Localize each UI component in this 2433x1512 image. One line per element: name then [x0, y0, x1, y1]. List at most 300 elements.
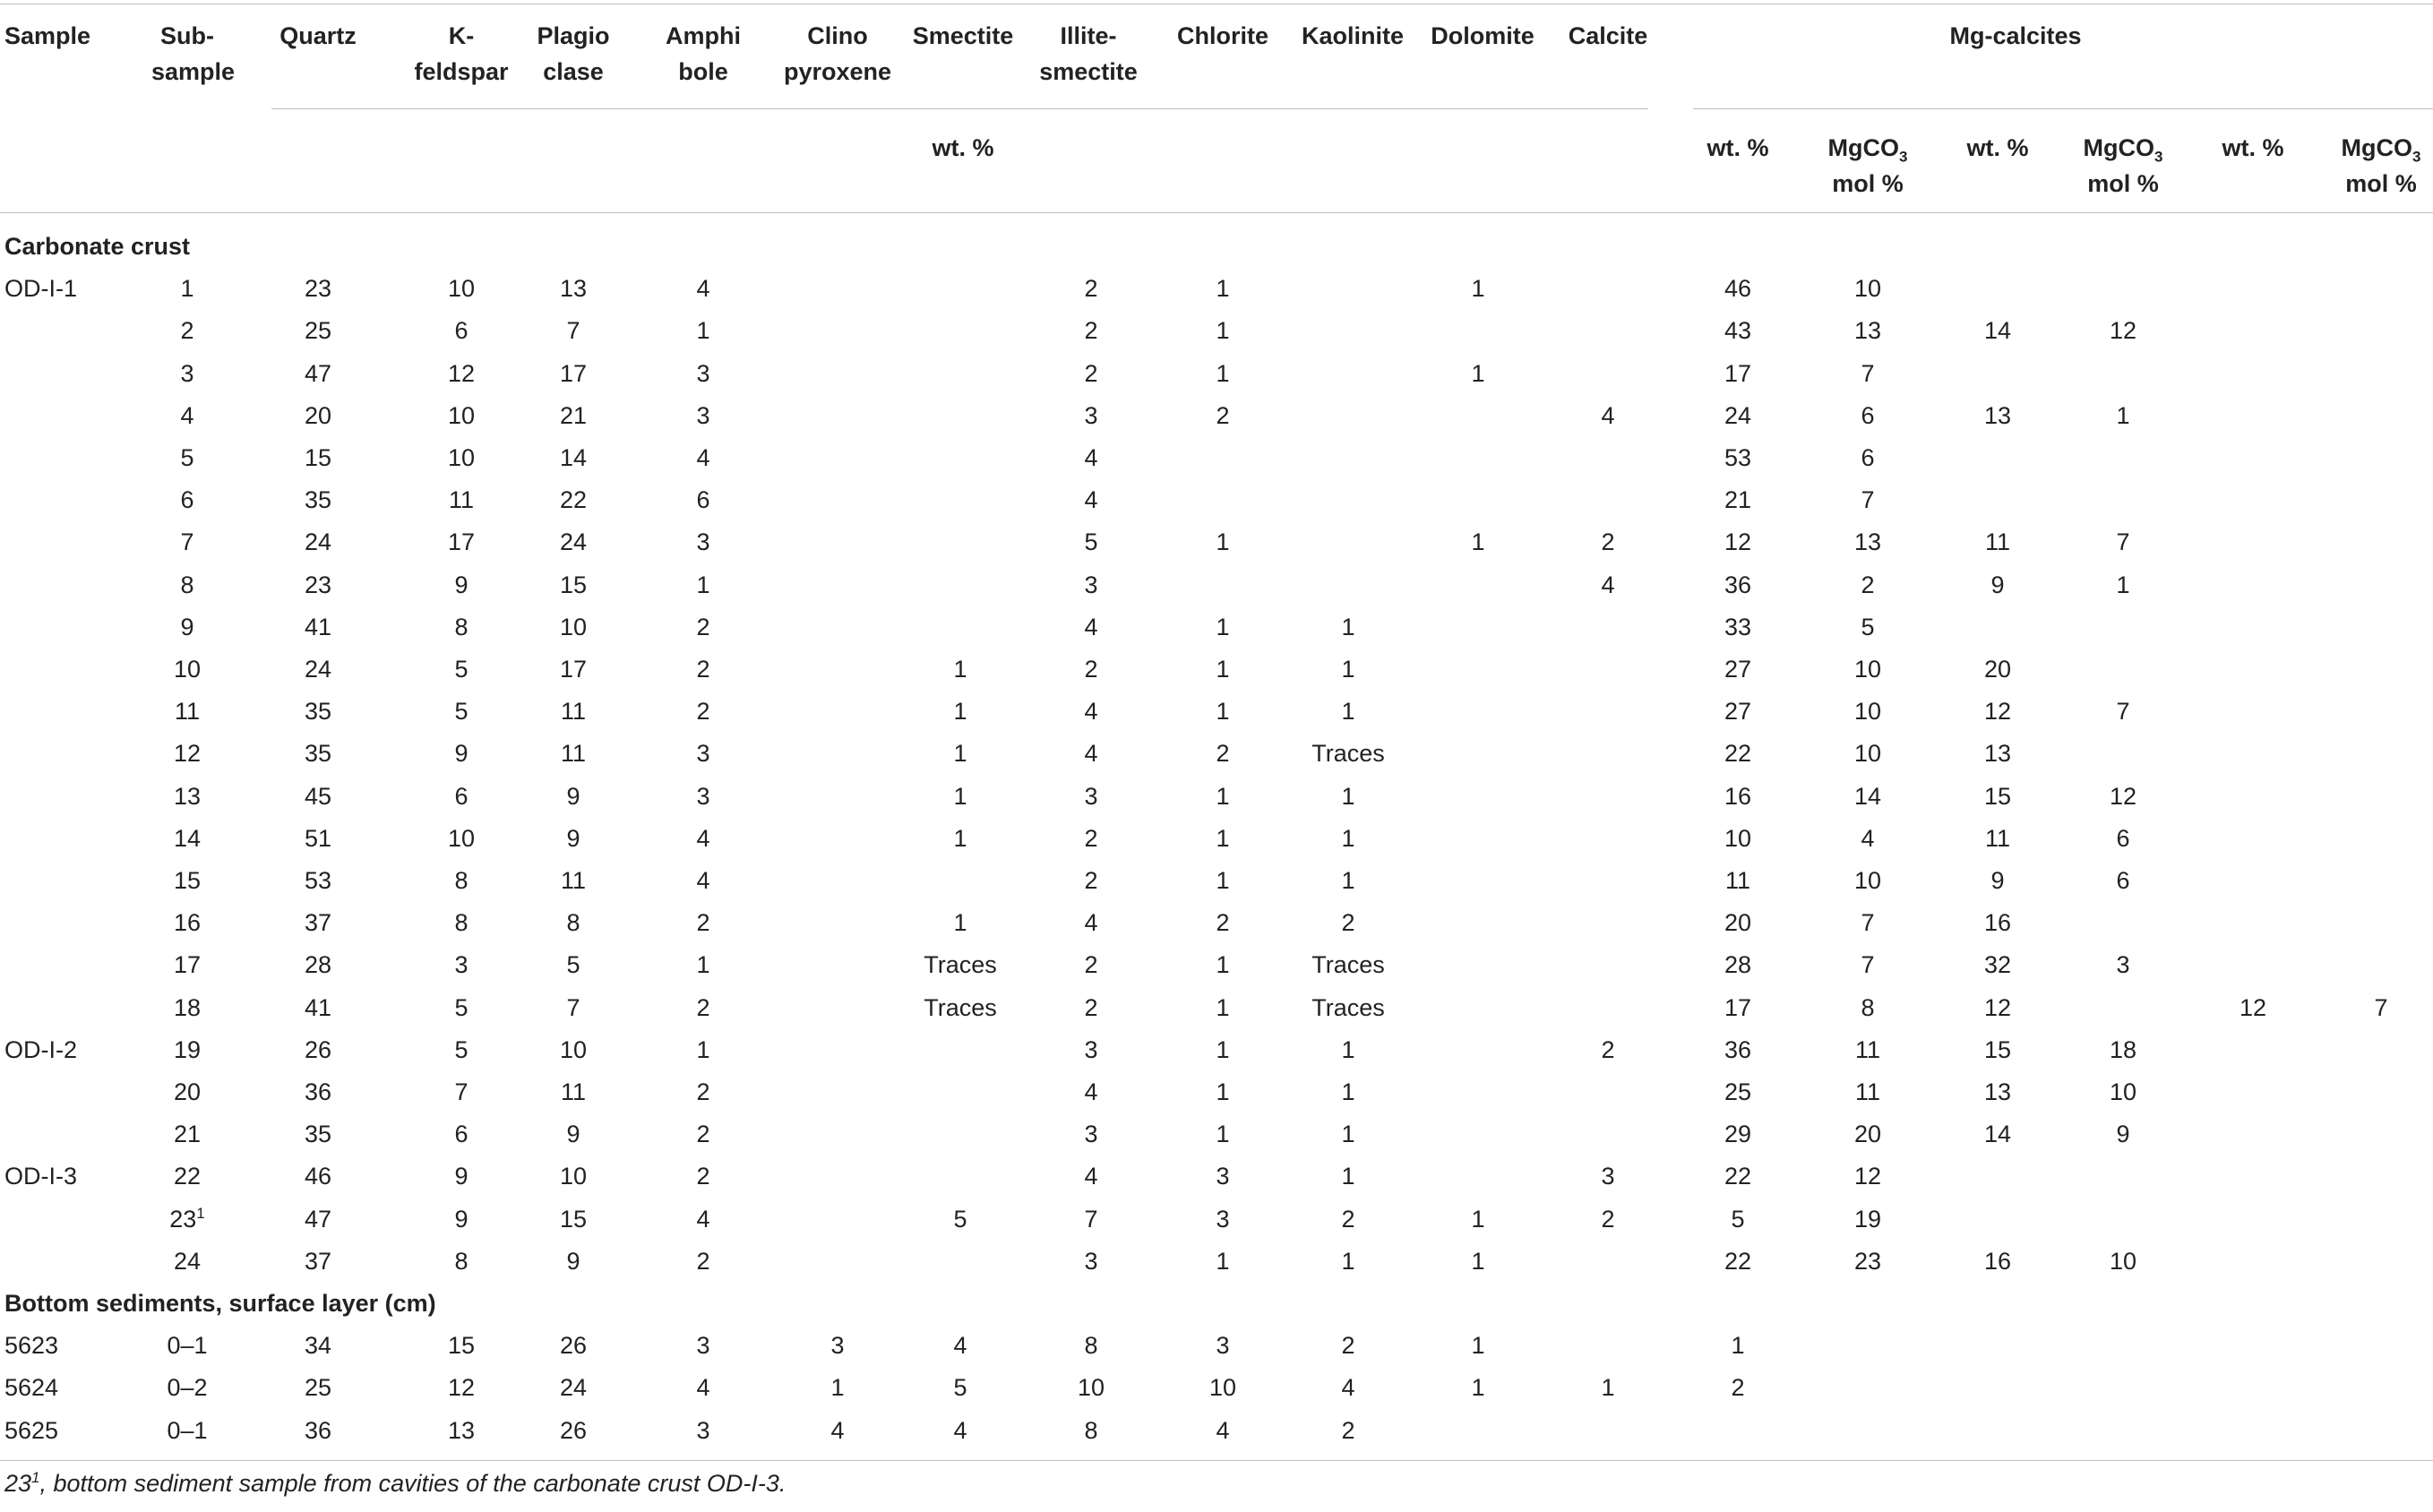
value-cell: 1 [1341, 782, 1355, 810]
header-kaolinite: Kaolinite [1301, 22, 1404, 49]
subsample-cell: 10 [173, 656, 202, 683]
value-cell: 7 [566, 993, 580, 1021]
value-cell: 2 [696, 656, 710, 683]
header-mg-calcites: Mg-calcites [1949, 22, 2082, 49]
value-cell: 16 [1983, 909, 2012, 937]
value-cell: 1 [696, 1035, 710, 1063]
value-cell: 9 [454, 571, 469, 598]
value-cell: 16 [1983, 1247, 2012, 1275]
value-cell: 10 [1853, 740, 1882, 768]
rule-minerals-group [271, 108, 1648, 109]
subsample-cell: 24 [173, 1247, 202, 1275]
value-cell: 1 [1471, 275, 1485, 303]
header-sample: Sample [4, 22, 91, 49]
value-cell: 17 [1724, 359, 1752, 387]
value-cell: 1 [2116, 571, 2130, 598]
value-cell: 3 [830, 1332, 845, 1360]
value-cell: 1 [953, 782, 967, 810]
value-cell: 3 [696, 401, 710, 429]
value-cell: 1 [953, 909, 967, 937]
value-cell: 14 [1983, 317, 2012, 345]
subsample-cell: 0–2 [167, 1374, 208, 1402]
value-cell: 4 [1084, 1078, 1098, 1105]
value-cell: 2 [1084, 867, 1098, 894]
value-cell: 2 [1601, 528, 1615, 556]
value-cell: 16 [1724, 782, 1752, 810]
value-cell: 35 [304, 698, 332, 726]
value-cell: 5 [953, 1205, 967, 1233]
value-cell: 13 [559, 275, 588, 303]
subsample-cell: 2 [180, 317, 194, 345]
value-cell: 2 [696, 909, 710, 937]
value-cell: 2 [1731, 1374, 1745, 1402]
rule-header-bottom [0, 212, 2433, 213]
value-cell: 8 [454, 1247, 469, 1275]
value-cell: 8 [566, 909, 580, 937]
value-cell: 5 [454, 698, 469, 726]
value-cell: 1 [1216, 1035, 1230, 1063]
value-cell: 1 [830, 1374, 845, 1402]
value-cell: 3 [1216, 1205, 1230, 1233]
value-cell: 1 [1601, 1374, 1615, 1402]
value-cell: 17 [559, 359, 588, 387]
value-cell: 2 [696, 613, 710, 640]
value-cell: 7 [1084, 1205, 1098, 1233]
value-cell: 3 [696, 1332, 710, 1360]
value-cell: 1 [953, 698, 967, 726]
sample-cell: 5625 [4, 1416, 59, 1444]
value-cell: 1 [1731, 1332, 1745, 1360]
header-mg1-wt: wt. % [1707, 134, 1769, 161]
value-cell: 28 [304, 951, 332, 979]
header-clinopyroxene: Clino pyroxene [783, 22, 892, 85]
value-cell: 1 [1341, 1247, 1355, 1275]
value-cell: 9 [2116, 1121, 2130, 1148]
value-cell: 9 [566, 1121, 580, 1148]
value-cell: 4 [696, 867, 710, 894]
value-cell: 2 [1216, 401, 1230, 429]
value-cell: 9 [454, 1205, 469, 1233]
value-cell: 3 [454, 951, 469, 979]
value-cell: 22 [1724, 1247, 1752, 1275]
value-cell: 15 [1983, 782, 2012, 810]
value-cell: 6 [454, 1121, 469, 1148]
value-cell: 10 [1853, 698, 1882, 726]
value-cell: 2 [696, 1121, 710, 1148]
value-cell: 4 [1084, 1163, 1098, 1190]
value-cell: 21 [559, 401, 588, 429]
subsample-cell: 0–1 [167, 1416, 208, 1444]
value-cell: 1 [1341, 1078, 1355, 1105]
value-cell: 1 [1216, 1247, 1230, 1275]
header-mg1-mgco3: MgCO$_3$ mol % [1827, 134, 1908, 197]
value-cell: 1 [1471, 1247, 1485, 1275]
table-footnote: $23^1$, bottom sediment sample from cavities of the carbonate crust OD-I-3. [4, 1469, 787, 1497]
value-cell: 11 [560, 1078, 587, 1105]
header-smectite: Smectite [912, 22, 1014, 49]
value-cell: 1 [1216, 275, 1230, 303]
value-cell: 3 [1216, 1332, 1230, 1360]
value-cell: 36 [1724, 1035, 1752, 1063]
value-cell: 23 [304, 571, 332, 598]
header-chlorite: Chlorite [1176, 22, 1268, 49]
subsample-cell: 17 [173, 951, 202, 979]
value-cell: 35 [304, 1121, 332, 1148]
value-cell: 12 [1853, 1163, 1882, 1190]
value-cell: 4 [1601, 401, 1615, 429]
value-cell: 3 [1084, 782, 1098, 810]
value-cell: 6 [454, 782, 469, 810]
value-cell: 9 [1990, 867, 2005, 894]
value-cell: 24 [1724, 401, 1752, 429]
value-cell: 17 [559, 656, 588, 683]
subsample-cell: 16 [173, 909, 202, 937]
sample-cell: OD-I-2 [4, 1035, 77, 1063]
value-cell: 8 [454, 867, 469, 894]
value-cell: 4 [830, 1416, 845, 1444]
value-cell: 36 [1724, 571, 1752, 598]
value-cell: 2 [696, 1163, 710, 1190]
value-cell: 7 [2374, 993, 2388, 1021]
value-cell: 11 [560, 867, 587, 894]
value-cell: 10 [2109, 1247, 2137, 1275]
value-cell: 47 [304, 359, 332, 387]
value-cell: 3 [2116, 951, 2130, 979]
sample-cell: OD-I-1 [4, 275, 77, 303]
subsample-cell: 11 [174, 698, 201, 726]
value-cell: 2 [1861, 571, 1875, 598]
value-cell: 26 [304, 1035, 332, 1063]
value-cell: 2 [1601, 1205, 1615, 1233]
subsample-cell: 14 [173, 824, 202, 852]
value-cell: 25 [304, 317, 332, 345]
value-cell: 1 [1216, 993, 1230, 1021]
header-kfeldspar: K- feldspar [414, 22, 509, 85]
value-cell: 12 [1724, 528, 1752, 556]
value-cell: 5 [454, 1035, 469, 1063]
value-cell: 9 [1990, 571, 2005, 598]
header-illite-smectite: Illite- smectite [1039, 22, 1138, 85]
value-cell: 2 [1341, 1205, 1355, 1233]
value-cell: 29 [1724, 1121, 1752, 1148]
value-cell: 1 [1341, 1163, 1355, 1190]
value-cell: 14 [1983, 1121, 2012, 1148]
value-cell: 1 [1216, 1078, 1230, 1105]
header-dolomite: Dolomite [1431, 22, 1535, 49]
subsample-cell: 20 [173, 1078, 202, 1105]
value-cell: 3 [1084, 571, 1098, 598]
value-cell: 13 [1983, 740, 2012, 768]
value-cell: 3 [696, 359, 710, 387]
value-cell: 3 [1084, 1121, 1098, 1148]
value-cell: 41 [304, 613, 332, 640]
value-cell: Traces [924, 993, 997, 1021]
value-cell: 7 [2116, 528, 2130, 556]
value-cell: 11 [1854, 1035, 1881, 1063]
value-cell: 47 [304, 1205, 332, 1233]
value-cell: 22 [559, 486, 588, 514]
value-cell: 15 [1983, 1035, 2012, 1063]
value-cell: 2 [1084, 824, 1098, 852]
value-cell: 1 [696, 571, 710, 598]
value-cell: 5 [1861, 613, 1875, 640]
value-cell: 4 [953, 1416, 967, 1444]
value-cell: 10 [559, 613, 588, 640]
value-cell: 8 [454, 909, 469, 937]
value-cell: 2 [1216, 909, 1230, 937]
value-cell: 1 [1216, 824, 1230, 852]
value-cell: 4 [1601, 571, 1615, 598]
subsample-cell: 19 [173, 1035, 202, 1063]
value-cell: 4 [696, 1374, 710, 1402]
value-cell: 1 [1471, 1332, 1485, 1360]
value-cell: 12 [447, 1374, 476, 1402]
value-cell: 35 [304, 486, 332, 514]
value-cell: 13 [1853, 317, 1882, 345]
value-cell: 1 [1341, 698, 1355, 726]
value-cell: 22 [1724, 1163, 1752, 1190]
value-cell: 35 [304, 740, 332, 768]
value-cell: 15 [447, 1332, 476, 1360]
value-cell: 10 [1077, 1374, 1105, 1402]
value-cell: 23 [304, 275, 332, 303]
value-cell: 1 [1341, 867, 1355, 894]
value-cell: 2 [1341, 1416, 1355, 1444]
subsample-cell: 18 [173, 993, 202, 1021]
value-cell: 11 [1984, 528, 2011, 556]
value-cell: 3 [1601, 1163, 1615, 1190]
value-cell: 3 [696, 1416, 710, 1444]
value-cell: 2 [1216, 740, 1230, 768]
value-cell: 8 [1084, 1332, 1098, 1360]
value-cell: 19 [1853, 1205, 1882, 1233]
value-cell: 2 [696, 1078, 710, 1105]
section-title: Carbonate crust [4, 233, 191, 260]
value-cell: 3 [696, 782, 710, 810]
value-cell: 2 [696, 993, 710, 1021]
value-cell: 12 [447, 359, 476, 387]
header-mg3-wt: wt. % [2222, 134, 2284, 161]
value-cell: 1 [1216, 359, 1230, 387]
value-cell: 11 [560, 740, 587, 768]
header-mg2-mgco3: MgCO$_3$ mol % [2083, 134, 2163, 197]
value-cell: 3 [696, 528, 710, 556]
value-cell: 1 [1216, 867, 1230, 894]
value-cell: 1 [953, 656, 967, 683]
header-subsample: Sub- sample [151, 22, 236, 85]
value-cell: 41 [304, 993, 332, 1021]
value-cell: 6 [696, 486, 710, 514]
subsample-cell: 22 [173, 1163, 202, 1190]
value-cell: 20 [1853, 1121, 1882, 1148]
value-cell: Traces [1311, 740, 1385, 768]
value-cell: 1 [1216, 317, 1230, 345]
value-cell: 27 [1724, 656, 1752, 683]
value-cell: 6 [1861, 444, 1875, 471]
value-cell: 14 [1853, 782, 1882, 810]
value-cell: 51 [304, 824, 332, 852]
value-cell: 13 [447, 1416, 476, 1444]
value-cell: 20 [1983, 656, 2012, 683]
subsample-cell: 13 [173, 782, 202, 810]
value-cell: 10 [1208, 1374, 1237, 1402]
subsample-cell: 15 [173, 867, 202, 894]
value-cell: 14 [559, 444, 588, 471]
value-cell: 36 [304, 1078, 332, 1105]
subsample-cell: 4 [180, 401, 194, 429]
value-cell: 1 [1216, 613, 1230, 640]
value-cell: 1 [1216, 528, 1230, 556]
value-cell: 4 [696, 275, 710, 303]
value-cell: 9 [454, 1163, 469, 1190]
value-cell: 7 [566, 317, 580, 345]
value-cell: 34 [304, 1332, 332, 1360]
value-cell: 12 [2239, 993, 2267, 1021]
value-cell: 4 [953, 1332, 967, 1360]
value-cell: 27 [1724, 698, 1752, 726]
value-cell: 1 [2116, 401, 2130, 429]
value-cell: 11 [1724, 867, 1751, 894]
value-cell: 24 [304, 528, 332, 556]
value-cell: 53 [1724, 444, 1752, 471]
value-cell: 3 [1216, 1163, 1230, 1190]
value-cell: 10 [559, 1035, 588, 1063]
value-cell: 1 [696, 317, 710, 345]
value-cell: Traces [924, 951, 997, 979]
value-cell: 15 [304, 444, 332, 471]
value-cell: 1 [1341, 824, 1355, 852]
value-cell: 10 [1724, 824, 1752, 852]
value-cell: 12 [2109, 317, 2137, 345]
value-cell: 13 [1983, 401, 2012, 429]
value-cell: 9 [566, 782, 580, 810]
value-cell: 20 [304, 401, 332, 429]
subsample-cell: 7 [180, 528, 194, 556]
value-cell: 7 [1861, 909, 1875, 937]
value-cell: 5 [1084, 528, 1098, 556]
header-quartz: Quartz [279, 22, 357, 49]
value-cell: 11 [560, 698, 587, 726]
value-cell: 33 [1724, 613, 1752, 640]
value-cell: 4 [696, 824, 710, 852]
value-cell: 22 [1724, 740, 1752, 768]
subsample-cell: 8 [180, 571, 194, 598]
rule-bottom [0, 1460, 2433, 1461]
sample-cell: OD-I-3 [4, 1163, 77, 1190]
value-cell: 8 [454, 613, 469, 640]
subsample-cell: 6 [180, 486, 194, 514]
value-cell: 1 [1341, 656, 1355, 683]
value-cell: 4 [1084, 444, 1098, 471]
value-cell: 1 [953, 740, 967, 768]
value-cell: 24 [304, 656, 332, 683]
value-cell: 10 [1853, 867, 1882, 894]
subsample-cell: $23^1$ [169, 1204, 205, 1233]
value-cell: 2 [1341, 1332, 1355, 1360]
value-cell: 11 [1854, 1078, 1881, 1105]
subsample-cell: 21 [173, 1121, 202, 1148]
value-cell: 2 [1084, 317, 1098, 345]
sample-cell: 5623 [4, 1332, 59, 1360]
value-cell: 1 [1471, 359, 1485, 387]
value-cell: 10 [447, 444, 476, 471]
value-cell: 26 [559, 1332, 588, 1360]
value-cell: 4 [1084, 909, 1098, 937]
value-cell: 2 [696, 1247, 710, 1275]
value-cell: 4 [1084, 698, 1098, 726]
value-cell: 28 [1724, 951, 1752, 979]
value-cell: 3 [1084, 401, 1098, 429]
header-amphibole: Amphi bole [666, 22, 741, 85]
section-title: Bottom sediments, surface layer (cm) [4, 1290, 436, 1317]
value-cell: 46 [1724, 275, 1752, 303]
value-cell: Traces [1311, 951, 1385, 979]
value-cell: 1 [1341, 1121, 1355, 1148]
value-cell: 5 [454, 656, 469, 683]
value-cell: 24 [559, 1374, 588, 1402]
value-cell: 11 [448, 486, 475, 514]
value-cell: 1 [1216, 656, 1230, 683]
value-cell: 2 [1084, 951, 1098, 979]
header-plagioclase: Plagio clase [537, 22, 610, 85]
value-cell: 20 [1724, 909, 1752, 937]
value-cell: 5 [1731, 1205, 1745, 1233]
value-cell: 10 [1853, 656, 1882, 683]
value-cell: 2 [1084, 359, 1098, 387]
value-cell: 12 [1983, 698, 2012, 726]
value-cell: 5 [454, 993, 469, 1021]
value-cell: 43 [1724, 317, 1752, 345]
value-cell: 53 [304, 867, 332, 894]
value-cell: 46 [304, 1163, 332, 1190]
value-cell: 1 [953, 824, 967, 852]
value-cell: 10 [1853, 275, 1882, 303]
subsample-cell: 0–1 [167, 1332, 208, 1360]
value-cell: 10 [447, 401, 476, 429]
value-cell: 1 [1471, 1374, 1485, 1402]
value-cell: 24 [559, 528, 588, 556]
value-cell: 37 [304, 909, 332, 937]
value-cell: 6 [1861, 401, 1875, 429]
value-cell: 4 [1861, 824, 1875, 852]
value-cell: 6 [2116, 824, 2130, 852]
value-cell: 1 [1341, 613, 1355, 640]
value-cell: 10 [2109, 1078, 2137, 1105]
value-cell: 1 [1216, 782, 1230, 810]
value-cell: 17 [447, 528, 476, 556]
value-cell: 3 [696, 740, 710, 768]
value-cell: 7 [1861, 951, 1875, 979]
value-cell: 37 [304, 1247, 332, 1275]
subsample-cell: 1 [180, 275, 194, 303]
value-cell: 1 [1216, 1121, 1230, 1148]
value-cell: 1 [1216, 698, 1230, 726]
value-cell: 3 [1084, 1035, 1098, 1063]
value-cell: 1 [1341, 1035, 1355, 1063]
value-cell: 4 [1216, 1416, 1230, 1444]
value-cell: 10 [559, 1163, 588, 1190]
value-cell: 7 [2116, 698, 2130, 726]
value-cell: 36 [304, 1416, 332, 1444]
value-cell: 45 [304, 782, 332, 810]
value-cell: 10 [447, 275, 476, 303]
subsample-cell: 9 [180, 613, 194, 640]
value-cell: 4 [1084, 486, 1098, 514]
value-cell: 1 [1216, 951, 1230, 979]
value-cell: 7 [1861, 486, 1875, 514]
value-cell: 23 [1853, 1247, 1882, 1275]
header-calcite: Calcite [1568, 22, 1648, 49]
